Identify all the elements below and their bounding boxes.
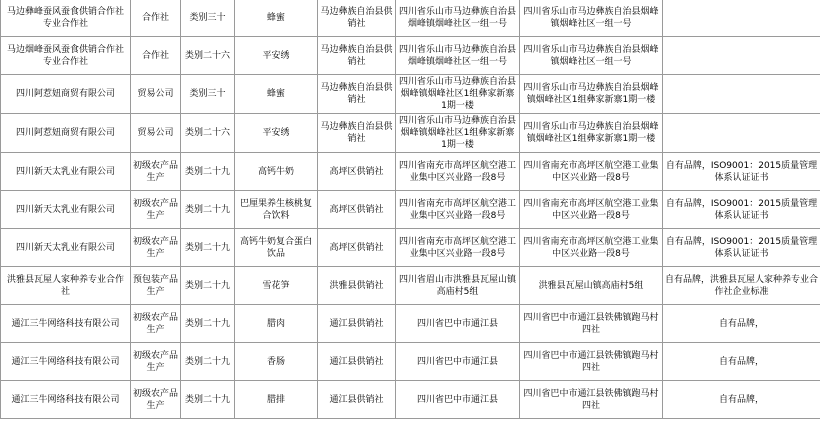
- table-row: [1, 305, 820, 343]
- certification-cell: 自有品牌，: [663, 305, 820, 343]
- category-cell: 类别三十: [181, 0, 235, 37]
- category-cell: 类别二十九: [181, 153, 235, 191]
- category-cell: 类别二十九: [181, 191, 235, 229]
- product-name-cell: 高钙牛奶: [235, 153, 318, 191]
- supply-coop-cell: 洪雅县供销社: [318, 267, 396, 305]
- company-address-cell: 四川省乐山市马边彝族自治县烟峰镇烟峰社区一组一号: [396, 37, 520, 75]
- certification-cell: [663, 75, 820, 114]
- product-name-cell: 香肠: [235, 343, 318, 381]
- company-type-cell: 初级农产品生产: [131, 153, 181, 191]
- category-cell: 类别二十六: [181, 37, 235, 75]
- producer-address-cell: 四川省南充市高坪区航空港工业集中区兴业路一段8号: [520, 153, 663, 191]
- company-type-cell: 预包装产品生产: [131, 267, 181, 305]
- table-row: [1, 191, 820, 229]
- table-row: [1, 229, 820, 267]
- certification-cell: 自有品牌，: [663, 343, 820, 381]
- product-name-cell: 蜂蜜: [235, 75, 318, 114]
- company-type-cell: 初级农产品生产: [131, 305, 181, 343]
- company-address-cell: 四川省巴中市通江县: [396, 305, 520, 343]
- product-name-cell: 腊排: [235, 381, 318, 419]
- certification-cell: [663, 37, 820, 75]
- category-cell: 类别三十: [181, 75, 235, 114]
- supply-coop-cell: 马边彝族自治县供销社: [318, 37, 396, 75]
- company-type-cell: 初级农产品生产: [131, 191, 181, 229]
- company-name-cell: 四川新天太乳业有限公司: [1, 153, 131, 191]
- table-row: [1, 267, 820, 305]
- producer-address-cell: 四川省乐山市马边彝族自治县烟峰镇烟峰社区1组彝家新寨1期一楼: [520, 114, 663, 153]
- company-address-cell: 四川省乐山市马边彝族自治县烟峰镇烟峰社区1组彝家新寨1期一楼: [396, 75, 520, 114]
- product-name-cell: 腊肉: [235, 305, 318, 343]
- company-address-cell: 四川省乐山市马边彝族自治县烟峰镇烟峰社区1组彝家新寨1期一楼: [396, 114, 520, 153]
- company-address-cell: 四川省南充市高坪区航空港工业集中区兴业路一段8号: [396, 153, 520, 191]
- certification-cell: 自有品牌，ISO9001：2015质量管理体系认证证书: [663, 191, 820, 229]
- table-row: [1, 75, 820, 114]
- table-row: [1, 0, 820, 37]
- company-type-cell: 合作社: [131, 37, 181, 75]
- company-address-cell: 四川省巴中市通江县: [396, 343, 520, 381]
- category-cell: 类别二十九: [181, 229, 235, 267]
- table-row: [1, 343, 820, 381]
- supply-coop-cell: 高坪区供销社: [318, 191, 396, 229]
- company-address-cell: 四川省乐山市马边彝族自治县烟峰镇烟峰社区一组一号: [396, 0, 520, 37]
- company-name-cell: 四川新天太乳业有限公司: [1, 229, 131, 267]
- table-row: [1, 37, 820, 75]
- company-name-cell: 通江三牛网络科技有限公司: [1, 381, 131, 419]
- category-cell: 类别二十九: [181, 343, 235, 381]
- category-cell: 类别二十六: [181, 114, 235, 153]
- company-name-cell: 四川新天太乳业有限公司: [1, 191, 131, 229]
- company-type-cell: 初级农产品生产: [131, 343, 181, 381]
- certification-cell: [663, 0, 820, 37]
- product-name-cell: 平安绣: [235, 114, 318, 153]
- supply-coop-cell: 通江县供销社: [318, 343, 396, 381]
- supply-coop-cell: 通江县供销社: [318, 381, 396, 419]
- supply-coop-cell: 通江县供销社: [318, 305, 396, 343]
- product-name-cell: 蜂蜜: [235, 0, 318, 37]
- producer-address-cell: 四川省巴中市通江县铁佛镇跑马村四社: [520, 381, 663, 419]
- table-row: [1, 153, 820, 191]
- company-name-cell: 马边烟峰蚕风蚕食供销合作社专业合作社: [1, 37, 131, 75]
- product-name-cell: 巴厘果养生核桃复合饮料: [235, 191, 318, 229]
- certification-cell: [663, 114, 820, 153]
- supply-coop-cell: 高坪区供销社: [318, 229, 396, 267]
- company-type-cell: 初级农产品生产: [131, 229, 181, 267]
- supply-coop-cell: 高坪区供销社: [318, 153, 396, 191]
- table-row: [1, 114, 820, 153]
- company-type-cell: 合作社: [131, 0, 181, 37]
- product-name-cell: 高钙牛奶复合蛋白饮品: [235, 229, 318, 267]
- table-row: [1, 381, 820, 419]
- producer-address-cell: 洪雅县瓦屋山镇高庙村5组: [520, 267, 663, 305]
- category-cell: 类别二十九: [181, 267, 235, 305]
- producer-address-cell: 四川省巴中市通江县铁佛镇跑马村四社: [520, 305, 663, 343]
- company-address-cell: 四川省眉山市洪雅县瓦屋山镇高庙村5组: [396, 267, 520, 305]
- company-name-cell: 通江三牛网络科技有限公司: [1, 343, 131, 381]
- company-name-cell: 四川阿惹妞商贸有限公司: [1, 75, 131, 114]
- company-type-cell: 初级农产品生产: [131, 381, 181, 419]
- category-cell: 类别二十九: [181, 305, 235, 343]
- company-address-cell: 四川省巴中市通江县: [396, 381, 520, 419]
- producer-address-cell: 四川省乐山市马边彝族自治县烟峰镇烟峰社区1组彝家新寨1期一楼: [520, 75, 663, 114]
- supply-coop-cell: 马边彝族自治县供销社: [318, 0, 396, 37]
- producer-address-cell: 四川省乐山市马边彝族自治县烟峰镇烟峰社区一组一号: [520, 37, 663, 75]
- certification-cell: 自有品牌，: [663, 381, 820, 419]
- category-cell: 类别二十九: [181, 381, 235, 419]
- product-name-cell: 平安绣: [235, 37, 318, 75]
- producer-address-cell: 四川省巴中市通江县铁佛镇跑马村四社: [520, 343, 663, 381]
- producer-address-cell: 四川省乐山市马边彝族自治县烟峰镇烟峰社区一组一号: [520, 0, 663, 37]
- company-name-cell: 洪雅县瓦屋人家种养专业合作社: [1, 267, 131, 305]
- company-address-cell: 四川省南充市高坪区航空港工业集中区兴业路一段8号: [396, 229, 520, 267]
- supply-coop-cell: 马边彝族自治县供销社: [318, 114, 396, 153]
- company-type-cell: 贸易公司: [131, 114, 181, 153]
- supply-coop-cell: 马边彝族自治县供销社: [318, 75, 396, 114]
- producer-address-cell: 四川省南充市高坪区航空港工业集中区兴业路一段8号: [520, 191, 663, 229]
- certification-cell: 自有品牌，ISO9001：2015质量管理体系认证证书: [663, 229, 820, 267]
- company-name-cell: 四川阿惹妞商贸有限公司: [1, 114, 131, 153]
- company-type-cell: 贸易公司: [131, 75, 181, 114]
- certification-cell: 自有品牌，洪雅县瓦屋人家种养专业合作社企业标准: [663, 267, 820, 305]
- company-address-cell: 四川省南充市高坪区航空港工业集中区兴业路一段8号: [396, 191, 520, 229]
- company-name-cell: 马边彝峰蚕风蚕食供销合作社专业合作社: [1, 0, 131, 37]
- producer-address-cell: 四川省南充市高坪区航空港工业集中区兴业路一段8号: [520, 229, 663, 267]
- certification-cell: 自有品牌，ISO9001：2015质量管理体系认证证书: [663, 153, 820, 191]
- company-name-cell: 通江三牛网络科技有限公司: [1, 305, 131, 343]
- product-name-cell: 雪花笋: [235, 267, 318, 305]
